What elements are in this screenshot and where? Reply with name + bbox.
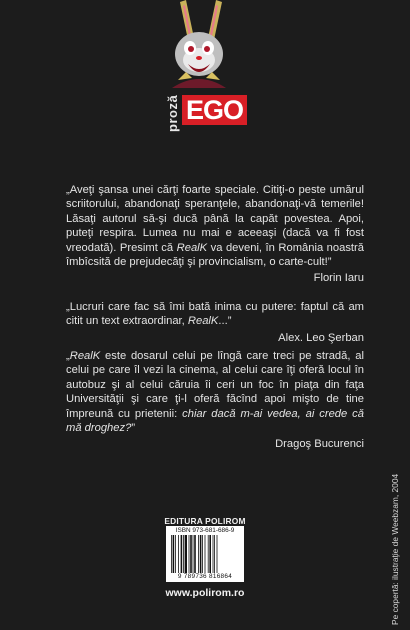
quote-author: Alex. Leo Şerban <box>278 331 364 344</box>
logo-series-label: proză <box>165 94 180 132</box>
quote-text: „Aveţi şansa unei cărţi foarte speciale. Citiţi-o peste umărul scriitorului, abandonaţi speranţele, abandonaţi-vă temerile! Lăsaţi autorul să-şi ducă până la capăt povestea. Apoi, puteţi respira. Lumea nu mai e aceeaşi (dacă va fi fost vreodată). Presimt că RealK va deveni, în România noastră îmbîcsită de prejudecăţi şi provincialism, o carte-cult!” <box>66 184 364 269</box>
quote-alex-leo-serban <box>66 300 364 345</box>
quote-florin-iaru <box>66 183 364 286</box>
cover-illustration-credit: Pe copertă: ilustraţie de Weebzam, 2004 <box>390 473 400 625</box>
prozaego-logo <box>166 92 256 132</box>
quote-dragos-bucurenci <box>66 349 364 452</box>
rabbit-illustration-image <box>158 0 240 88</box>
barcode <box>166 526 244 582</box>
barcode-number: 9 789736 816864 <box>177 573 233 580</box>
barcode-bars <box>170 535 240 573</box>
publisher-name: EDITURA POLIROM <box>164 516 246 526</box>
logo-brand-label: EGO <box>182 95 247 125</box>
quote-author: Florin Iaru <box>313 272 364 285</box>
quote-text: „RealK este dosarul celui pe lîngă care treci pe stradă, al celui pe care îl vezi la cinema, al celui care îţi oferă locul în autobuz şi al celui căruia îi ceri un foc în piaţa din faţa Universităţii şi care ţi-l oferă făcînd apoi mişto de tine împreună cu prietenii: chiar dacă m-ai vedea, ai crede că mă droghez?” <box>66 350 364 435</box>
quote-text: „Lucruri care fac să îmi bată inima cu putere: faptul că am citit un text extraordinar, RealK...” <box>66 301 364 328</box>
publisher-website-link[interactable]: www.polirom.ro <box>165 587 245 599</box>
isbn-label: ISBN 973-681-686-9 <box>175 527 235 534</box>
quote-author: Dragoş Bucurenci <box>275 438 364 451</box>
